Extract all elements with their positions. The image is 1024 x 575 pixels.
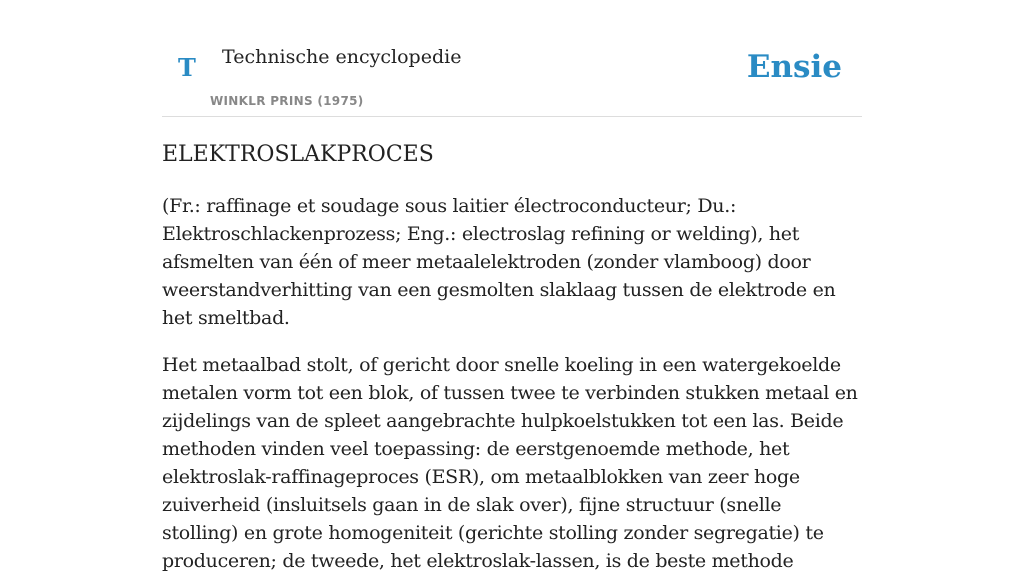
entry-paragraph: (Fr.: raffinage et soudage sous laitier électroconducteur; Du.: Elektroschlackenprozess; Eng.: electroslag refining or welding), het afsmelten van één of meer metaalelektroden (zonder vlamboog) door weerstandverhitting van een gesmolten slaklaag tussen de elektrode en het smeltbad. [162,195,836,329]
source-subtitle: WINKLR PRINS (1975) [210,94,364,108]
source-header [162,0,862,117]
source-title-link[interactable]: Technische encyclopedie [222,46,462,68]
ensie-logo-link[interactable]: Ensie [746,49,842,85]
entry-title: ELEKTROSLAKPROCES [162,142,434,167]
source-logo-icon[interactable]: T [178,53,196,82]
entry-content [162,140,862,575]
entry-paragraph: Het metaalbad stolt, of gericht door snelle koeling in een watergekoelde metalen vorm tot een blok, of tussen twee te verbinden stukken metaal en zijdelings van de spleet aangebrachte hulpkoelstukken tot een las. Beide methoden vinden veel toepassing: de eerstgenoemde methode, het elektroslak-raffinageproces (ESR), om metaalblokken van zeer hoge zuiverheid (insluitsels gaan in de slak over), fijne structuur (snelle stolling) en grote homogeniteit (gerichte stolling zonder segregatie) te produceren; de tweede, het elektroslak-lassen, is de beste methode [162,354,858,572]
